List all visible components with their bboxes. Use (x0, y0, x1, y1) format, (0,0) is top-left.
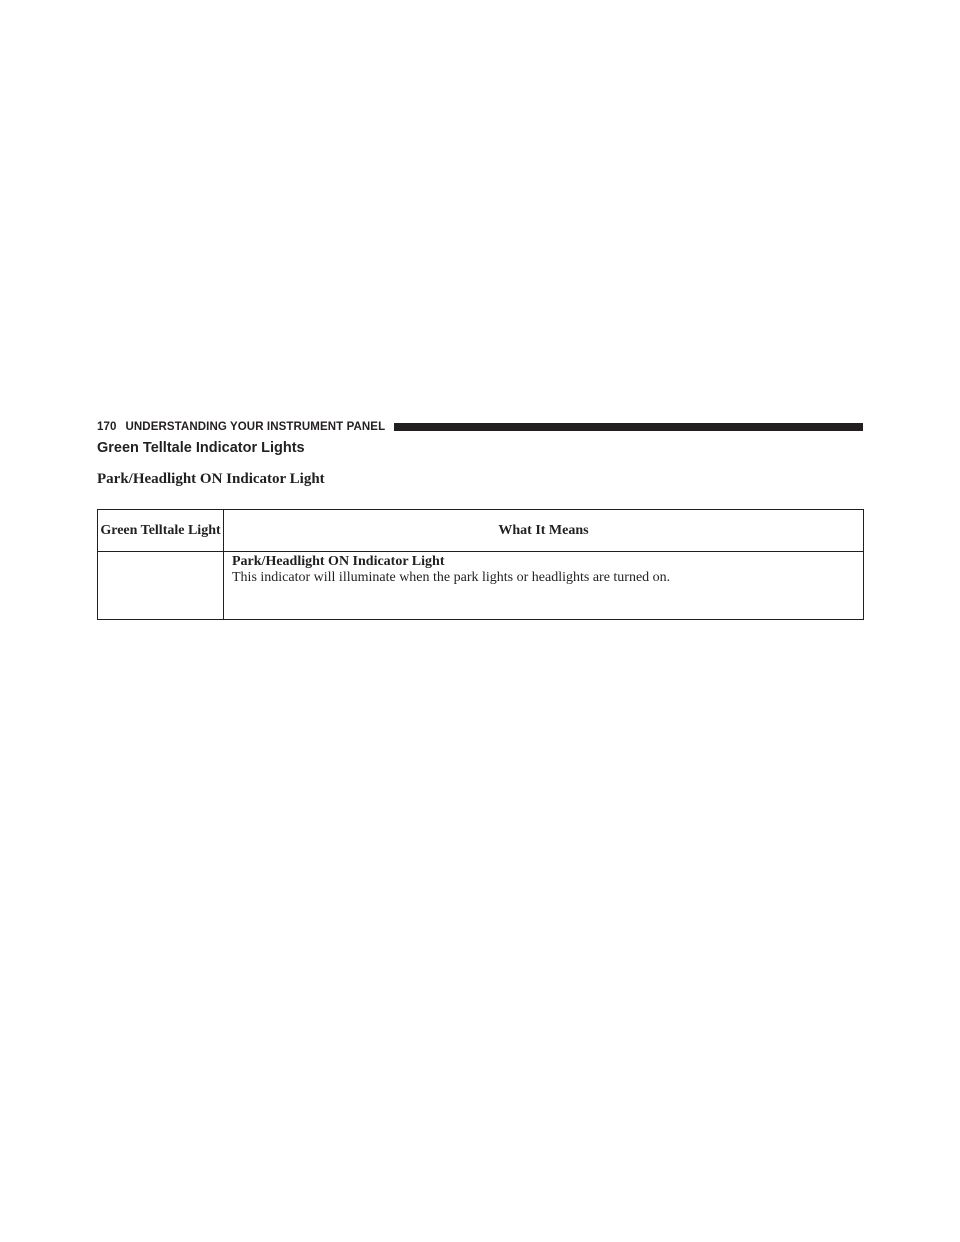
header-rule (394, 423, 863, 431)
column-header-light: Green Telltale Light (98, 510, 224, 552)
table-header-row (98, 510, 864, 552)
subsection-title: Park/Headlight ON Indicator Light (97, 471, 325, 487)
entry-title: Park/Headlight ON Indicator Light (232, 554, 445, 569)
chapter-title: UNDERSTANDING YOUR INSTRUMENT PANEL (125, 421, 386, 433)
description-cell (224, 552, 864, 620)
telltale-icon-cell (98, 552, 224, 620)
entry-text: This indicator will illuminate when the park lights or headlights are turned on. (232, 570, 671, 585)
running-header (97, 419, 863, 435)
section-title: Green Telltale Indicator Lights (97, 440, 305, 456)
page-number: 170 (97, 421, 117, 433)
table-row (98, 552, 864, 620)
telltale-table (97, 509, 864, 620)
column-header-meaning: What It Means (224, 510, 864, 552)
